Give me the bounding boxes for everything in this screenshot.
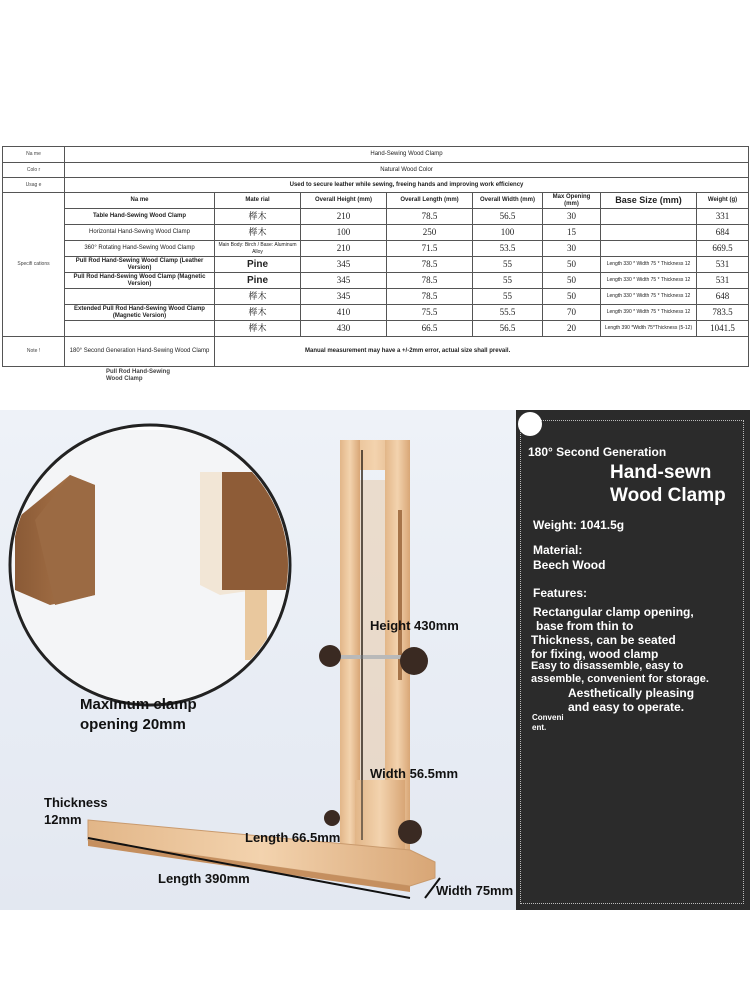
row-length: 71.5 <box>387 241 473 257</box>
name-value: Hand-Sewing Wood Clamp <box>65 147 749 163</box>
specifications-label: Specifi cations <box>3 193 65 337</box>
row-height: 410 <box>301 305 387 321</box>
row-name: Table Hand-Sewing Wood Clamp <box>65 209 215 225</box>
row-height: 210 <box>301 209 387 225</box>
row-name <box>65 289 215 305</box>
table-row <box>3 289 749 305</box>
row-length: 75.5 <box>387 305 473 321</box>
note-label: Note ! <box>3 337 65 367</box>
row-height: 345 <box>301 257 387 273</box>
features-label: Features: <box>533 586 588 600</box>
row-opening: 50 <box>543 273 601 289</box>
row-name: Pull Rod Hand-Sewing Wood Clamp (Leather Version) <box>65 257 215 273</box>
width-label: Width 56.5mm <box>370 766 459 781</box>
height-label: Height 430mm <box>370 618 459 633</box>
feature-line: Rectangular clamp opening, <box>533 605 694 619</box>
product-photo <box>0 410 518 910</box>
row-name: Horizontal Hand-Sewing Wood Clamp <box>65 225 215 241</box>
note-text: Manual measurement may have a +/-2mm error, actual size shall prevail. <box>215 337 749 367</box>
row-width: 56.5 <box>473 209 543 225</box>
feature-line: base from thin to <box>536 619 634 633</box>
row-opening: 30 <box>543 209 601 225</box>
thickness-label: Thickness 12mm <box>44 795 108 827</box>
panel-title-line1: Hand-sewn <box>610 462 712 483</box>
row-opening: 50 <box>543 289 601 305</box>
row-base: Length 390 *Width 75*Thickness (5-12) <box>601 321 697 337</box>
row-length: 78.5 <box>387 209 473 225</box>
col-header-width: Overall Width (mm) <box>473 193 543 209</box>
row-base: Length 390 * Width 75 * Thickness 12 <box>601 305 697 321</box>
color-value: Natural Wood Color <box>65 163 749 178</box>
row-width: 100 <box>473 225 543 241</box>
row-width: 53.5 <box>473 241 543 257</box>
table-row <box>3 305 749 321</box>
row-height: 345 <box>301 289 387 305</box>
row-base: Length 330 * Width 75 * Thickness 12 <box>601 273 697 289</box>
weight-text: Weight: 1041.5g <box>533 518 625 532</box>
row-length: 66.5 <box>387 321 473 337</box>
row-material: 榉木 <box>215 289 301 305</box>
table-row <box>3 257 749 273</box>
length-base-label: Length 390mm <box>158 871 250 886</box>
row-opening: 70 <box>543 305 601 321</box>
row-opening: 20 <box>543 321 601 337</box>
row-material: 榉木 <box>215 209 301 225</box>
row-weight: 531 <box>697 273 749 289</box>
col-header-weight: Weight (g) <box>697 193 749 209</box>
row-name: Pull Rod Hand-Sewing Wood Clamp (Magnetic Version) <box>65 273 215 289</box>
row-height: 100 <box>301 225 387 241</box>
row-material: Main Body: Birch / Base: Aluminum Alloy <box>215 241 301 257</box>
table-row <box>3 273 749 289</box>
row-width: 55.5 <box>473 305 543 321</box>
material-label: Material: <box>533 543 583 557</box>
info-panel <box>516 410 750 910</box>
col-header-height: Overall Height (mm) <box>301 193 387 209</box>
length-top-label: Length 66.5mm <box>245 830 341 845</box>
row-material: 榉木 <box>215 305 301 321</box>
row-material: Pine <box>215 257 301 273</box>
panel-title-line2: Wood Clamp <box>610 485 726 506</box>
row-weight: 684 <box>697 225 749 241</box>
feature-line: Thickness, can be seated <box>531 633 676 647</box>
circle-icon <box>518 412 542 436</box>
row-width: 55 <box>473 289 543 305</box>
spec-table <box>2 146 748 360</box>
feature-line: and easy to operate. <box>568 700 685 714</box>
table-row <box>3 241 749 257</box>
row-weight: 648 <box>697 289 749 305</box>
row-base <box>601 225 697 241</box>
material-value: Beech Wood <box>533 558 606 572</box>
overflow-label: Pull Rod Hand-Sewing Wood Clamp <box>106 369 170 382</box>
row-height: 345 <box>301 273 387 289</box>
col-header-base: Base Size (mm) <box>601 193 697 209</box>
row-length: 250 <box>387 225 473 241</box>
base-width-label: Width 75mm <box>436 883 514 898</box>
row-opening: 15 <box>543 225 601 241</box>
feature-line: Aesthetically pleasing <box>568 686 695 700</box>
note-left: 180° Second Generation Hand-Sewing Wood Clamp <box>65 337 215 367</box>
usage-value: Used to secure leather while sewing, freeing hands and improving work efficiency <box>65 178 749 193</box>
row-width: 55 <box>473 257 543 273</box>
row-height: 210 <box>301 241 387 257</box>
row-height: 430 <box>301 321 387 337</box>
row-opening: 50 <box>543 257 601 273</box>
row-weight: 531 <box>697 257 749 273</box>
name-label: Na me <box>3 147 65 163</box>
feature-line: assemble, convenient for storage. <box>531 673 709 685</box>
row-base <box>601 209 697 225</box>
row-weight: 783.5 <box>697 305 749 321</box>
row-name: Extended Pull Rod Hand-Sewing Wood Clamp (Magnetic Version) <box>65 305 215 321</box>
row-weight: 669.5 <box>697 241 749 257</box>
row-width: 55 <box>473 273 543 289</box>
col-header-opening: Max Opening (mm) <box>543 193 601 209</box>
row-weight: 1041.5 <box>697 321 749 337</box>
row-material: Pine <box>215 273 301 289</box>
col-header-length: Overall Length (mm) <box>387 193 473 209</box>
col-header-name: Na me <box>65 193 215 209</box>
feature-line: for fixing, wood clamp <box>531 647 659 661</box>
row-material: 榉木 <box>215 321 301 337</box>
row-base: Length 330 * Width 75 * Thickness 12 <box>601 257 697 273</box>
color-label: Colo r <box>3 163 65 178</box>
row-base: Length 330 * Width 75 * Thickness 12 <box>601 289 697 305</box>
extra-feature: Conveni ent. <box>532 713 564 732</box>
col-header-material: Mate rial <box>215 193 301 209</box>
panel-subtitle: 180° Second Generation <box>528 445 667 459</box>
row-width: 56.5 <box>473 321 543 337</box>
row-length: 78.5 <box>387 257 473 273</box>
usage-label: Usag e <box>3 178 65 193</box>
row-length: 78.5 <box>387 289 473 305</box>
row-base <box>601 241 697 257</box>
row-length: 78.5 <box>387 273 473 289</box>
row-opening: 30 <box>543 241 601 257</box>
table-row <box>3 321 749 337</box>
row-weight: 331 <box>697 209 749 225</box>
max-opening-label: Maximum clamp opening 20mm <box>80 696 197 733</box>
table-row <box>3 225 749 241</box>
table-row <box>3 209 749 225</box>
row-name: 360° Rotating Hand-Sewing Wood Clamp <box>65 241 215 257</box>
feature-line: Easy to disassemble, easy to <box>531 660 684 672</box>
row-material: 榉木 <box>215 225 301 241</box>
row-name <box>65 321 215 337</box>
